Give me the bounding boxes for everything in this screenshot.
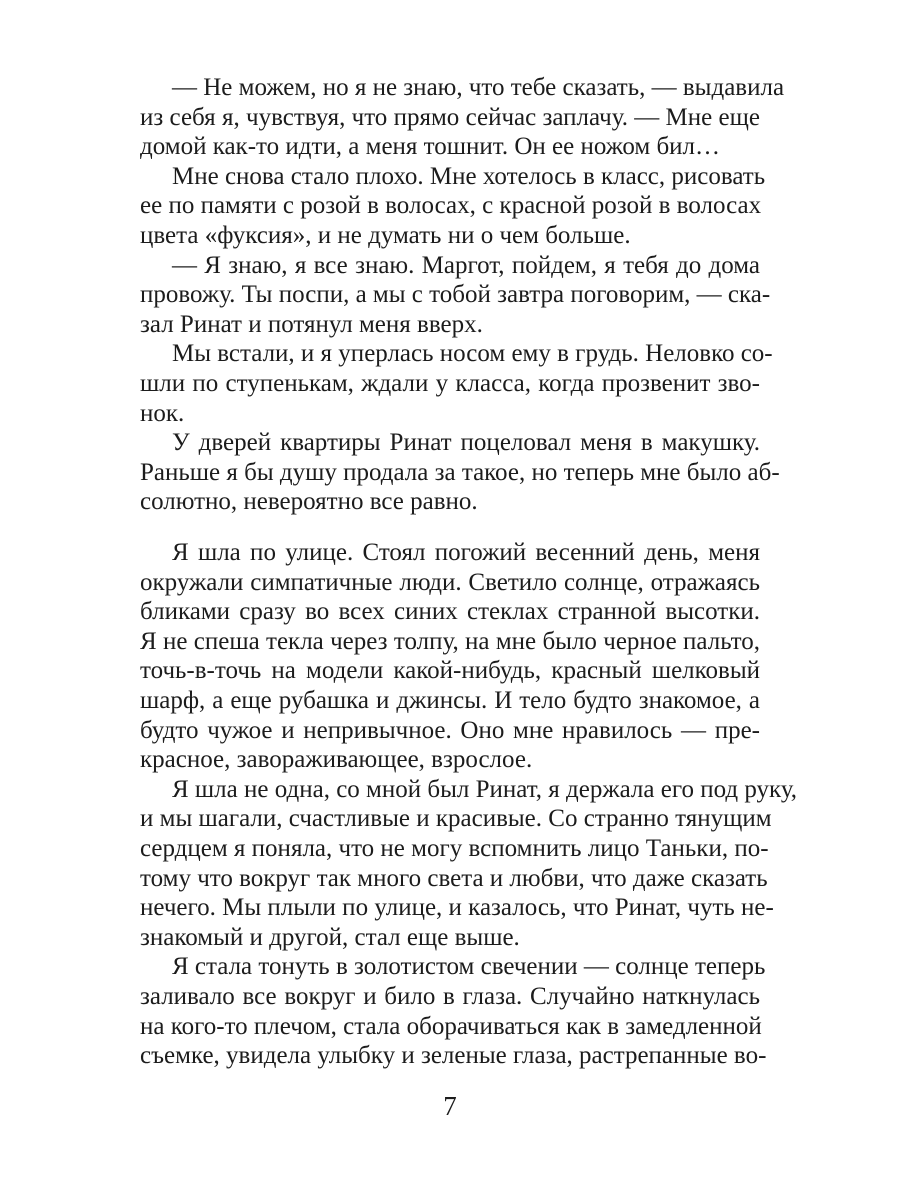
text-line: ее по памяти с розой в волосах, с красной розой в волосах [140,192,762,220]
text-line: шарф, а еще рубашка и джинсы. И тело будто знакомое, а [140,686,760,714]
text-line: окружали симпатичные люди. Светило солнце, отражаясь [140,568,760,596]
paragraph [140,73,785,162]
text-line: сердцем я поняла, что не могу вспомнить лицо Таньки, по- [140,834,769,862]
text-line: Я шла не одна, со мной был Ринат, я держала его под руку, [172,775,798,803]
text-line: У дверей квартиры Ринат поцеловал меня в макушку. [172,429,760,457]
paragraph [140,428,780,517]
text-line: домой как-то идти, а меня тошнит. Он ее ножом бил… [140,133,721,161]
paragraph [140,775,798,953]
text-line: будто чужое и непривычное. Оно мне нравилось — пре- [140,716,760,744]
text-line: нок. [140,399,185,427]
text-line: — Не можем, но я не знаю, что тебе сказать, — выдавила [172,74,785,101]
text-line: Я шла по улице. Стоял погожий весенний день, меня [172,539,760,566]
paragraph [140,162,766,251]
text-line: из себя я, чувствуя, что прямо сейчас заплачу. — Мне еще [140,103,760,131]
text-section-2 [140,538,798,1071]
text-line: заливало все вокруг и било в глаза. Случайно наткнулась [140,982,760,1010]
text-line: шли по ступенькам, ждали у класса, когда прозвенит зво- [140,369,760,397]
text-line: Мы встали, и я уперлась носом ему в грудь. Неловко со- [172,340,773,368]
text-line: цвета «фуксия», и не думать ни о чем больше. [140,221,631,249]
text-line: зал Ринат и потянул меня вверх. [140,310,483,338]
text-line: на кого-то плечом, стала оборачиваться как в замедленной [140,1012,762,1040]
text-line: Раньше я бы душу продала за такое, но теперь мне было аб- [140,458,780,486]
paragraph [140,952,767,1070]
text-section-1 [140,73,785,517]
text-line: знакомый и другой, стал еще выше. [140,923,520,951]
text-line: красное, завораживающее, взрослое. [140,746,533,774]
text-line: провожу. Ты поспи, а мы с тобой завтра поговорим, — ска- [140,281,771,309]
text-line: нечего. Мы плыли по улице, и казалось, что Ринат, чуть не- [140,894,774,922]
paragraph [140,251,771,340]
text-line: — Я знаю, я все знаю. Маргот, пойдем, я тебя до дома [172,251,760,279]
text-line: бликами сразу во всех синих стеклах странной высотки. [140,598,760,626]
text-line: Мне снова стало плохо. Мне хотелось в класс, рисовать [172,162,766,190]
page-number: 7 [443,1091,457,1121]
text-line: и мы шагали, счастливые и красивые. Со странно тянущим [140,805,772,833]
paragraph [140,538,760,775]
text-line: Я стала тонуть в золотистом свечении — солнце теперь [172,953,766,981]
paragraph [140,339,773,428]
text-line: солютно, невероятно все равно. [140,488,478,516]
text-line: съемке, увидела улыбку и зеленые глаза, растрепанные во- [140,1042,767,1070]
text-line: Я не спеша текла через толпу, на мне было черное пальто, [140,627,760,655]
text-line: точь-в-точь на модели какой-нибудь, красный шелковый [140,657,760,685]
text-line: тому что вокруг так много света и любви, что даже сказать [140,864,768,892]
